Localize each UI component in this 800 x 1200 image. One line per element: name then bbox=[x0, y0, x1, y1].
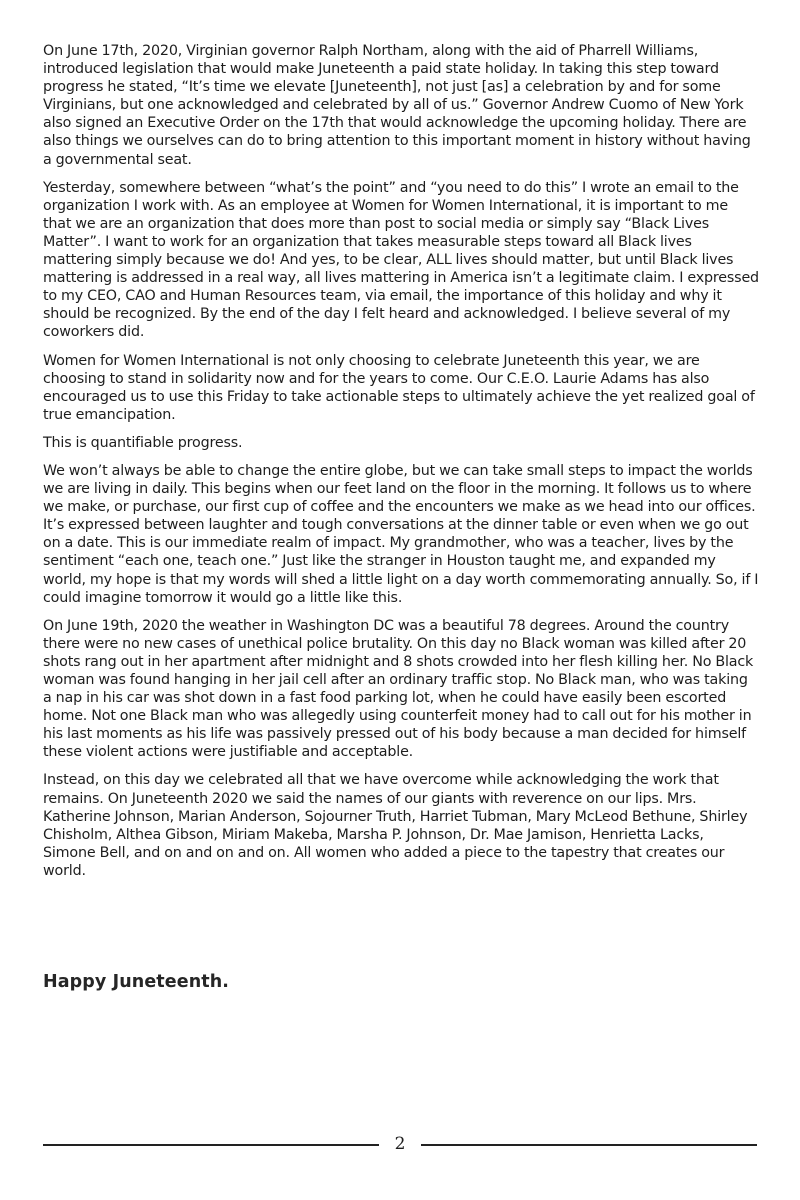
paragraph-giants-names: Instead, on this day we celebrated all that we have overcome while acknowledging the work that remains. On Juneteenth 2020 we said the names of our giants with reverence on our lips. Mrs. Katherine Johnson, Marian Anderson, Sojourner Truth, Harriet Tubman, Mary McLeod Bethune, Shirley Chisholm, Althea Gibson, Miriam Makeba, Marsha P. Johnson, Dr. Mae Jamison, Henrietta Lacks, Simone Bell, and on and on and on. All women who added a piece to the tapestry that creates our world. bbox=[43, 772, 748, 879]
page-number: 2 bbox=[394, 1134, 406, 1154]
paragraph-organization-solidarity: Women for Women International is not only choosing to celebrate Juneteenth this year, we are choosing to stand in solidarity now and for the years to come. Our C.E.O. Laurie Adams has also encouraged us to use this Friday to take actionable steps to ultimately achieve the yet realized goal of true emancipation. bbox=[43, 352, 755, 423]
closing-line: Happy Juneteenth. bbox=[43, 972, 230, 992]
paragraph-quantifiable-progress: This is quantifiable progress. bbox=[43, 434, 243, 451]
paragraph-small-steps: We won’t always be able to change the entire globe, but we can take small steps to impact the worlds we are living in daily. This begins when our feet land on the floor in the morning. It follows us to where we make, or purchase, our first cup of coffee and the encounters we make as we head into our offices. It’s expressed between laughter and tough conversations at the dinner table or even when we go out on a date. This is our immediate realm of impact. My grandmother, who was a teacher, lives by the sentiment “each one, teach one.” Just like the stranger in Houston taught me, and expanded my world, my hope is that my words will shed a little light on a day worth commemorating annually. So, if I could imagine tomorrow it would go a little like this. bbox=[43, 462, 759, 606]
paragraph-virginia-legislation: On June 17th, 2020, Virginian governor Ralph Northam, along with the aid of Pharrell Williams, introduced legislation that would make Juneteenth a paid state holiday. In taking this step toward progress he stated, “It’s time we elevate [Juneteenth], not just [as] a celebration by and for some Virginians, but one acknowledged and celebrated by all of us.” Governor Andrew Cuomo of New York also signed an Executive Order on the 17th that would acknowledge the upcoming holiday. There are also things we ourselves can do to bring attention to this important moment in history without having a governmental seat. bbox=[43, 43, 751, 168]
footer-rule-left bbox=[43, 1144, 379, 1146]
article-body bbox=[43, 42, 759, 890]
page-footer bbox=[43, 1133, 757, 1155]
paragraph-june-19th: On June 19th, 2020 the weather in Washington DC was a beautiful 78 degrees. Around the country there were no new cases of unethical police brutality. On this day no Black woman was killed after 20 shots rang out in her apartment after midnight and 8 shots crowded into her flesh killing her. No Black woman was found hanging in her jail cell after an ordinary traffic stop. No Black man, who was taking a nap in his car was shot down in a fast food parking lot, when he could have easily been escorted home. Not one Black man who was allegedly using counterfeit money had to call out for his mother in his last moments as his life was passively pressed out of his body because a man decided for himself these violent actions were justifiable and acceptable. bbox=[43, 617, 754, 761]
footer-rule-right bbox=[421, 1144, 757, 1146]
paragraph-email-to-organization: Yesterday, somewhere between “what’s the point” and “you need to do this” I wrote an email to the organization I work with. As an employee at Women for Women International, it is important to me that we are an organization that does more than post to social media or simply say “Black Lives Matter”. I want to work for an organization that takes measurable steps toward all Black lives mattering simply because we do! And yes, to be clear, ALL lives should matter, but until Black lives mattering is addressed in a real way, all lives mattering in America isn’t a legitimate claim. I expressed to my CEO, CAO and Human Resources team, via email, the importance of this holiday and why it should be recognized. By the end of the day I felt heard and acknowledged. I believe several of my coworkers did. bbox=[43, 179, 759, 341]
